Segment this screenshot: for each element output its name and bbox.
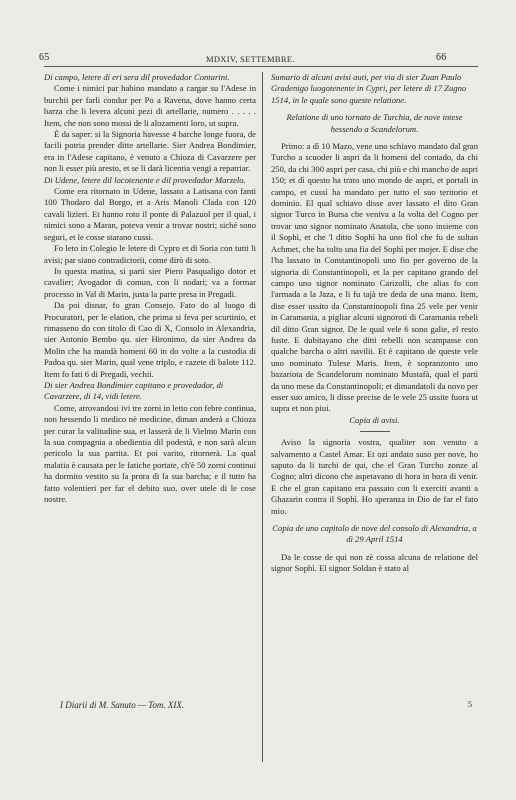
- header-rule: [44, 66, 478, 67]
- paragraph: Come era ritornato in Udene, lassato a Latisana con fanti 100 Thodaro dal Borgo, et a Aris Manoli Clada con 120 cavali lizieri. Et hanno roto il ponte di Palazuol per il qual, i nimici sono a Maran, poteva venir a trovar nostri; siché sono seguri, et le cosse starano cussì.: [44, 186, 256, 242]
- footer-title: I Diarii di M. Sanuto — Tom. XIX.: [60, 700, 185, 710]
- paragraph: In questa matina, si partì sier Piero Pasqualigo dotor et cavalier; Avogador di comun, con li nodari; va a formar processo in Val di Marin, justa la parte presa in Pregadi.: [44, 265, 256, 299]
- left-page-number: 65: [39, 52, 50, 63]
- separator-rule: [360, 431, 390, 432]
- paragraph: Come, atrovandosi ivi tre zorni in letto con febre continua, non hessendo li medico nè medicine, diman anderà a Chioza per curar la valitudine sua, et lasserà de li Vielmo Marin con la sua compagnia a obedientia dil podestà, e non sarà alcun pericolo la sua partita. Et poi varito, ritornerà. La qual malatia è causata per le fatiche portate, ch'è 50 zorni continui ha dormito vestito su la prora di la sua barcha; e il tutto ha fatto volentieri per far el debito suo, over utele di le cose nostre.: [44, 402, 256, 505]
- paragraph: Da le cosse de qui non zè cossa alcuna de relatione del signor Sophì. El signor Soldan è stato al: [271, 551, 478, 574]
- paragraph: Fo leto in Colegio le letere di Cypro et di Soria con tutti li avisi; par siano contradictorii, come dirò di soto.: [44, 243, 256, 265]
- paragraph: Come i nimici par habino mandato a cargar su l'Adese in burchii per farli condur per Po a Ravena, dove hanno certa barza che li levera alcuni pezi di artellarie, numero . . . . . Item, che non sono mossi de li alozamenti loro, ut supra.: [44, 83, 256, 128]
- right-column: [271, 72, 478, 575]
- paragraph-heading: Di sier Andrea Bondimier capitano e provedador, di Cavarzere, di 14, vidi letere.: [44, 379, 224, 402]
- section-title: Copia di avisi.: [349, 414, 400, 425]
- section-title: Copia de uno capitolo de nove del consolo di Alexandria, a dì 29 April 1514: [272, 523, 477, 545]
- paragraph-heading: Di campo, letere di eri sera dil provedador Contarini.: [44, 72, 230, 82]
- column-divider: [262, 72, 263, 762]
- running-head: MDXIV, SETTEMBRE.: [206, 54, 295, 64]
- paragraph-heading: Di Udene, letere dil locotenente e dil provedador Marzelo.: [44, 174, 246, 185]
- paragraph: Da poi disnar, fo gran Consejo. Fato do al luogo di Procuratori, per le elation, che prima si feva per scurtinio, et rimasseno do con titolo di Cao di X, Consolo in Alexandria, sier Antonio Bembo qu. sier Hironimo, da sier Andrea da Molin che ha mandà homeni 60 in do volte a la custodia di Padoa qu. sier Marin, qual vene triplo, e cazete di balote 112. Item fo fati 6 di Pregadi, vechii.: [44, 300, 256, 379]
- signature-mark: 5: [468, 700, 472, 709]
- paragraph: Primo: a dì 10 Mazo, vene uno schiavo mandato dal gran Turcho a scuoder li aspri da li homeni del contado, da chi 250, da chi 300 aspri per casa, chi più e chi mancho de aspri 150; et dì questo ha trato uno mondo de aspri, et portali in campo, et cussì ha mandato per tutto el suo teritorio et dominio. El qual schiavo disse aver lassato el dito Gran signor Turco in Bursa che veniva a la volta del Cogno per trovar uno signor nominato Anatola, che sono insieme con il Sophì, et che 'l ditto Sophì ha uno fiol che fu de sultan Achmet, che ha tolto una fia del Sophì per mojer. E dise che l'ha lassato in Constantinopoli uno fio per governo de la signoria di Constantinopoli, et la per capitano grando del campo uno signor nominato Carizolli, che alias fo con l'armada a la Jaza, e li fu tajà tre deda de una mano. Item, dise esser ussito da Constantinopoli fina 25 vele per venir in Caramania, a pigliar alcuni signoroti di Caramania rebeli dil ditto Gran signor. De le qual vele 6 sono galie, el resto fuste. E dubitayano che ditti rebelli non scampasse con qualche barcha o altri navilii. Et è capitano de queste vele uno nominato Tulese Maris. Item, è sopranzonto uno bazariota de Scandelorum nominato Mustafà, qual el partì da uno mese da Constantinopoli; et dimandatoli da novo per esser suo amico, li disse precise de le vele 25 ussite fuora ut supra et non piui.: [271, 141, 478, 414]
- right-page-number: 66: [436, 52, 447, 63]
- paragraph: Aviso la signoria vostra, qualiter son venuto a salvamento a Castel Amar. Et ozi andato suso per nove, ho saputo da li turchi de qui, che el Gran Turcho zonze al Cogno; altri dicono che aspetavano di hora in hora di venir. E che el gran capitano era passato con li exerciti avanti a Ghazarin contra il Sophì. Ho speranza in Dio de far el fato mio.: [271, 437, 478, 516]
- section-title: Relatione di uno tornato de Turchia, de nove intese hessendo a Scandelorum.: [286, 112, 463, 134]
- left-column: [44, 72, 256, 505]
- section-intro: Sumario di alcuni avisi auti, per via di sier Zuan Paulo Gradenigo luogotenente in Cypri, per letere di 17 Zugno 1514, in le quale sono queste relatione.: [271, 72, 467, 105]
- paragraph: È da saper: si la Signoria havesse 4 barche longe fuora, de facili potria prender ditte artellarie. Sier Andrea Bondimier, era in l'Adese capitano, è venuto a Chioza di Cavarzere per non li esser più aresto, et se li darà licentia vengi a repatriar.: [44, 129, 256, 174]
